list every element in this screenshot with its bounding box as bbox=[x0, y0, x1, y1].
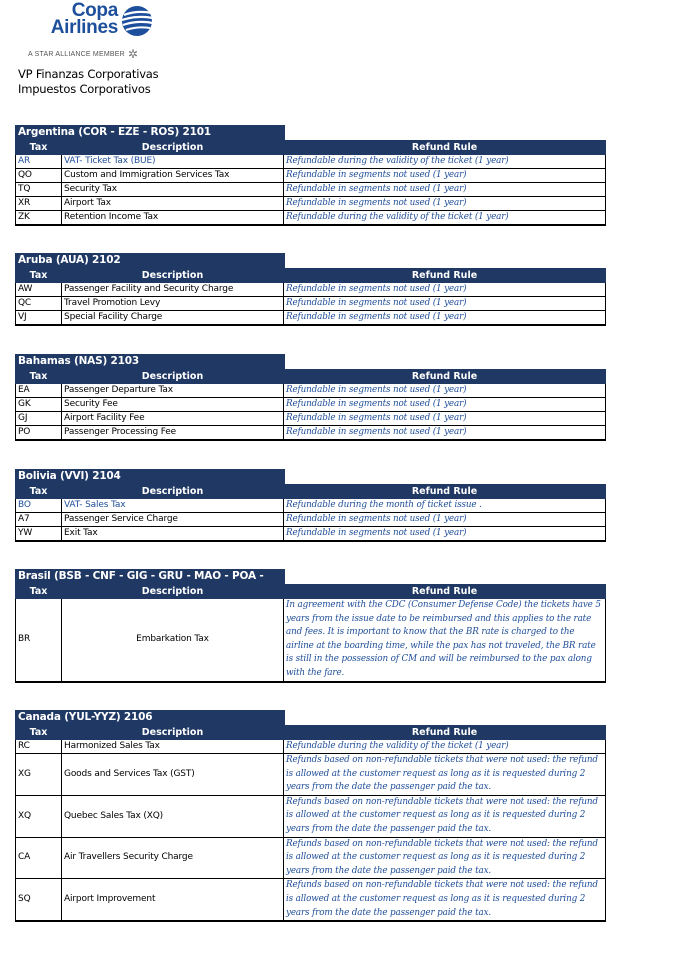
tax-description: Goods and Services Tax (GST) bbox=[62, 754, 284, 796]
table-header-row bbox=[16, 370, 606, 384]
header-refund-rule: Refund Rule bbox=[284, 585, 606, 599]
tax-description: Custom and Immigration Services Tax bbox=[62, 169, 284, 183]
section-bahamas bbox=[15, 354, 605, 441]
org-line-1: VP Finanzas Corporativas bbox=[18, 67, 159, 81]
refund-rule: Refundable during the validity of the ticket (1 year) bbox=[284, 211, 606, 226]
tax-code: TQ bbox=[16, 183, 62, 197]
star-alliance-icon: ✲ bbox=[127, 47, 139, 61]
tax-code: XR bbox=[16, 197, 62, 211]
tax-description: Passenger Service Charge bbox=[62, 513, 284, 527]
refund-rule: Refundable in segments not used (1 year) bbox=[284, 311, 606, 326]
table-row bbox=[16, 879, 606, 921]
section-title: Bolivia (VVI) 2104 bbox=[15, 469, 285, 484]
table-header-row bbox=[16, 141, 606, 155]
header-description: Description bbox=[62, 141, 284, 155]
table-row bbox=[16, 412, 606, 426]
table-row bbox=[16, 197, 606, 211]
refund-rule: Refundable in segments not used (1 year) bbox=[284, 384, 606, 398]
header-tax: Tax bbox=[16, 370, 62, 384]
tax-description: Quebec Sales Tax (XQ) bbox=[62, 795, 284, 837]
table-row bbox=[16, 740, 606, 754]
section-brasil bbox=[15, 569, 605, 683]
table-row bbox=[16, 426, 606, 441]
refund-rule: Refundable in segments not used (1 year) bbox=[284, 398, 606, 412]
table-row bbox=[16, 183, 606, 197]
alliance-text: A STAR ALLIANCE MEMBER bbox=[28, 50, 125, 58]
header-tax: Tax bbox=[16, 585, 62, 599]
section-title: Canada (YUL-YYZ) 2106 bbox=[15, 710, 285, 725]
section-canada bbox=[15, 710, 605, 922]
section-title: Argentina (COR - EZE - ROS) 2101 bbox=[15, 125, 285, 140]
refund-rule: Refunds based on non-refundable tickets that were not used: the refund is allowed at the customer request as long as it is requested during 2 years from the date the passenger paid the tax. bbox=[284, 754, 606, 796]
tax-description: Embarkation Tax bbox=[62, 599, 284, 682]
tax-code: EA bbox=[16, 384, 62, 398]
table-row bbox=[16, 754, 606, 796]
tax-description: Passenger Facility and Security Charge bbox=[62, 283, 284, 297]
header-refund-rule: Refund Rule bbox=[284, 141, 606, 155]
section-title: Brasil (BSB - CNF - GIG - GRU - MAO - POA - bbox=[15, 569, 285, 584]
header-refund-rule: Refund Rule bbox=[284, 485, 606, 499]
org-line-2: Impuestos Corporativos bbox=[18, 82, 151, 96]
logo-line-1: Copa bbox=[71, 0, 118, 21]
refund-rule: Refunds based on non-refundable tickets that were not used: the refund is allowed at the customer request as long as it is requested during 2 years from the date the passenger paid the tax. bbox=[284, 837, 606, 879]
header-refund-rule: Refund Rule bbox=[284, 726, 606, 740]
refund-rule: In agreement with the CDC (Consumer Defense Code) the tickets have 5 years from the issue date to be reimbursed and this applies to the rate and fees. It is important to know that the BR rate is charged to the airline at the boarding time, while the pax has not traveled, the BR rate is still in the possession of CM and will be reimbursed to the pax along with the fare. bbox=[284, 599, 606, 682]
table-row bbox=[16, 384, 606, 398]
refund-rule: Refundable during the validity of the ticket (1 year) bbox=[284, 155, 606, 169]
header-description: Description bbox=[62, 370, 284, 384]
tax-description: Harmonized Sales Tax bbox=[62, 740, 284, 754]
table-header-row bbox=[16, 726, 606, 740]
tax-description: VAT- Ticket Tax (BUE) bbox=[62, 155, 284, 169]
tax-code: GK bbox=[16, 398, 62, 412]
section-bolivia bbox=[15, 469, 605, 542]
tax-table bbox=[15, 725, 606, 922]
table-row bbox=[16, 513, 606, 527]
tax-description: Special Facility Charge bbox=[62, 311, 284, 326]
header-description: Description bbox=[62, 585, 284, 599]
tax-table bbox=[15, 484, 606, 542]
alliance-tagline bbox=[28, 47, 138, 61]
section-argentina bbox=[15, 125, 605, 226]
tax-description: Exit Tax bbox=[62, 527, 284, 542]
refund-rule: Refundable in segments not used (1 year) bbox=[284, 183, 606, 197]
table-row bbox=[16, 795, 606, 837]
table-header-row bbox=[16, 585, 606, 599]
tax-code: BR bbox=[16, 599, 62, 682]
table-row bbox=[16, 169, 606, 183]
tax-description: Airport Improvement bbox=[62, 879, 284, 921]
tax-description: Airport Tax bbox=[62, 197, 284, 211]
table-row bbox=[16, 211, 606, 226]
table-row bbox=[16, 155, 606, 169]
refund-rule: Refundable in segments not used (1 year) bbox=[284, 283, 606, 297]
table-row bbox=[16, 499, 606, 513]
tax-code: XQ bbox=[16, 795, 62, 837]
tax-code: AW bbox=[16, 283, 62, 297]
refund-rule: Refunds based on non-refundable tickets that were not used: the refund is allowed at the customer request as long as it is requested during 2 years from the date the passenger paid the tax. bbox=[284, 795, 606, 837]
table-row bbox=[16, 837, 606, 879]
tax-code: QC bbox=[16, 297, 62, 311]
table-row bbox=[16, 311, 606, 326]
section-title: Aruba (AUA) 2102 bbox=[15, 253, 285, 268]
tax-description: VAT- Sales Tax bbox=[62, 499, 284, 513]
table-row bbox=[16, 398, 606, 412]
tax-table bbox=[15, 369, 606, 441]
header-refund-rule: Refund Rule bbox=[284, 269, 606, 283]
refund-rule: Refundable during the month of ticket issue . bbox=[284, 499, 606, 513]
header-description: Description bbox=[62, 485, 284, 499]
tax-description: Air Travellers Security Charge bbox=[62, 837, 284, 879]
tax-code: YW bbox=[16, 527, 62, 542]
table-header-row bbox=[16, 485, 606, 499]
table-row bbox=[16, 283, 606, 297]
tax-table bbox=[15, 140, 606, 226]
tax-description: Passenger Processing Fee bbox=[62, 426, 284, 441]
refund-rule: Refunds based on non-refundable tickets that were not used: the refund is allowed at the customer request as long as it is requested during 2 years from the date the passenger paid the tax. bbox=[284, 879, 606, 921]
tax-code: QO bbox=[16, 169, 62, 183]
copa-globe-icon bbox=[119, 4, 159, 38]
tax-description: Travel Promotion Levy bbox=[62, 297, 284, 311]
tax-table bbox=[15, 268, 606, 326]
refund-rule: Refundable in segments not used (1 year) bbox=[284, 527, 606, 542]
tax-code: AR bbox=[16, 155, 62, 169]
tax-table bbox=[15, 584, 606, 683]
tax-code: PO bbox=[16, 426, 62, 441]
refund-rule: Refundable during the validity of the ticket (1 year) bbox=[284, 740, 606, 754]
header-tax: Tax bbox=[16, 269, 62, 283]
header-description: Description bbox=[62, 269, 284, 283]
page-header bbox=[0, 0, 690, 120]
logo-wordmark bbox=[18, 2, 118, 36]
refund-rule: Refundable in segments not used (1 year) bbox=[284, 426, 606, 441]
table-row bbox=[16, 297, 606, 311]
refund-rule: Refundable in segments not used (1 year) bbox=[284, 197, 606, 211]
tax-code: BO bbox=[16, 499, 62, 513]
tax-description: Passenger Departure Tax bbox=[62, 384, 284, 398]
refund-rule: Refundable in segments not used (1 year) bbox=[284, 169, 606, 183]
header-tax: Tax bbox=[16, 726, 62, 740]
tax-description: Security Tax bbox=[62, 183, 284, 197]
tax-code: RC bbox=[16, 740, 62, 754]
tax-code: A7 bbox=[16, 513, 62, 527]
refund-rule: Refundable in segments not used (1 year) bbox=[284, 412, 606, 426]
header-description: Description bbox=[62, 726, 284, 740]
table-row bbox=[16, 599, 606, 682]
header-tax: Tax bbox=[16, 141, 62, 155]
tax-code: SQ bbox=[16, 879, 62, 921]
tax-code: XG bbox=[16, 754, 62, 796]
header-tax: Tax bbox=[16, 485, 62, 499]
tax-code: GJ bbox=[16, 412, 62, 426]
logo-line-2: Airlines bbox=[50, 17, 118, 38]
tax-code: CA bbox=[16, 837, 62, 879]
refund-rule: Refundable in segments not used (1 year) bbox=[284, 513, 606, 527]
table-row bbox=[16, 527, 606, 542]
table-header-row bbox=[16, 269, 606, 283]
section-title: Bahamas (NAS) 2103 bbox=[15, 354, 285, 369]
section-aruba bbox=[15, 253, 605, 326]
refund-rule: Refundable in segments not used (1 year) bbox=[284, 297, 606, 311]
header-refund-rule: Refund Rule bbox=[284, 370, 606, 384]
tax-code: ZK bbox=[16, 211, 62, 226]
tax-description: Security Fee bbox=[62, 398, 284, 412]
tax-description: Retention Income Tax bbox=[62, 211, 284, 226]
tax-code: VJ bbox=[16, 311, 62, 326]
tax-description: Airport Facility Fee bbox=[62, 412, 284, 426]
